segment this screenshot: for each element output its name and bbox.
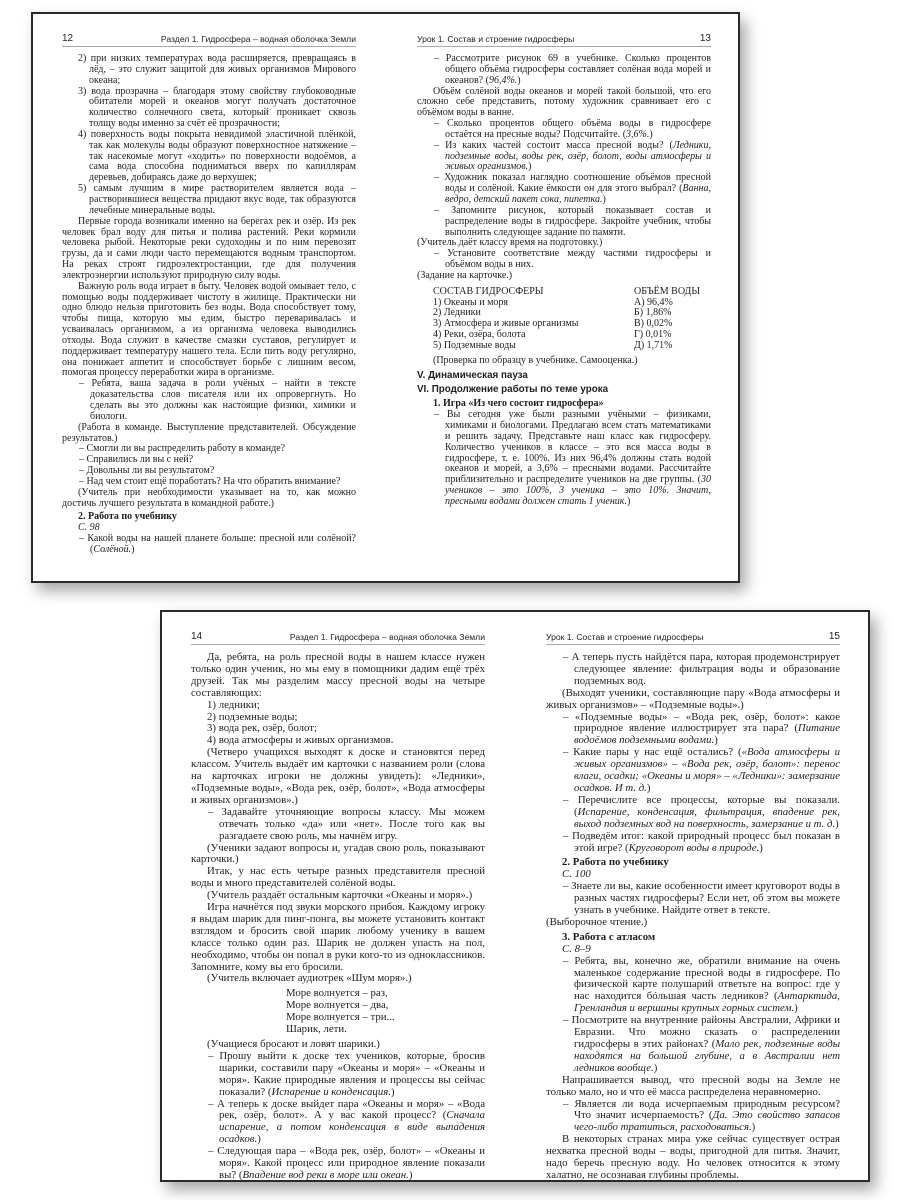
text-run: 4) вода атмосферы и живых организмов. [207,734,394,747]
poem-line: Шарик, лети. [286,1023,347,1036]
text-run: – Довольны ли вы результатом? [79,465,215,477]
text-run: Итак, у нас есть четыре разных представителя пресной воды и много представителей солёной воды. [191,865,485,890]
answer-italic: Испарение и конденсация. [271,1085,391,1098]
answer-italic: 30 учеников – это 100%, 3 ученика – это 10%. Значит, пресными водами должен стать 1 ученик. [445,474,711,507]
dialogue-line [546,956,840,1016]
numbered-item [62,130,356,184]
text-run: (Задание на карточке.) [417,269,513,281]
table-cell: Д) 1,71% [634,339,673,351]
text-run: ) [646,781,651,794]
poem-line: Море волнуется – три... [286,1011,395,1024]
page-number: 15 [828,631,840,642]
section-heading [417,385,711,396]
text-run: – Знаете ли вы, какие особенности имеет круговорот воды в разных частях гидросферы? Если нет, об этом вы можете узнать в учебнике. Найдите ответ в тексте. [563,880,840,917]
text-run: 4) поверхность воды покрыта невидимой эластичной плёнкой, так как молекулы воды образуют поверхностное натяжение – так насекомые могут «ходить» по поверхности водоёмов, а сама вода способна подниматься вверх по капиллярам деревьев, добираясь даже до верхушек; [78,128,356,184]
paragraph [191,747,485,807]
running-title: Раздел 1. Гидросфера – водная оболочка Земли [160,34,356,44]
text-run: 2) при низких температурах вода расширяется, превращаясь в лёд, – это служит защитой для живых организмов Мирового океана; [78,53,356,86]
dialogue-line [546,1015,840,1075]
page-12 [62,32,356,556]
text-run: ) [649,128,653,140]
text-run: – А теперь к доске выйдет пара «Океаны и моря» – «Вода рек, озёр, болот». А у вас какой процесс? ( [208,1097,485,1122]
text-run: Важную роль вода играет в быту. Человек водой омывает тело, с помощью воды поддерживает чистоту в жилище. Практически ни одно блюдо нельзя приготовить без воды. Вода способствует тому, чтобы пища, которую мы едим, быстро переваривалась и усваивалась организмом, а из организма человека выводились отходы. Вода служит в качестве смазки суставов, регулирует и поддерживает температуру нашего тела. Если пить воду регулярно, она понижает аппетит и способствует борьбе с лишним весом, помогая процессу переработки жира в организме. [62,280,356,379]
paragraph [191,973,485,985]
dialogue-line [417,141,711,174]
text-run: – Ребята, вы, конечно же, обратили внимание на очень маленькое содержание пресной воды в гидросфере. По физической карте полушарий ответьте на вопрос: где у нас находится бóльшая часть ледников? ( [563,954,840,1003]
dialogue-line [546,881,840,917]
text-run: – Ребята, ваша задача в роли учёных – найти в тексте доказательства слов писателя или их опровергнуть. Но сделать вы это должны как настоящие физики, химики и биологи. [79,378,356,422]
paragraph [62,488,356,510]
text-run: С. 8–9 [562,942,591,955]
text-run: (Учитель даёт классу время на подготовку.) [417,237,603,249]
answer-italic: Антарктида, Гренландия и вершины крупных горных систем. [574,990,840,1015]
table-cell: А) 96,4% [634,296,673,308]
text-run: ) [653,1061,658,1074]
dialogue-line [417,54,711,87]
text-run: ) [751,1121,756,1134]
text-run: 3. Работа с атласом [562,930,656,943]
running-header [417,32,711,47]
running-header [62,32,356,47]
text-run: ) [794,1002,798,1015]
text-run: V. Динамическая пауза [417,369,528,381]
text-run: (Учитель включает аудиотрек «Шум моря».) [207,972,412,985]
text-run: 1) ледники; [207,698,260,711]
text-run: – Справились ли вы с ней? [79,454,194,466]
dialogue-line [546,1099,840,1135]
answer-italic: Мало рек, подземные воды находятся на большой глубине, а в Австралии нет ледников вообще. [574,1038,841,1074]
page-body [546,652,840,1182]
page-14 [191,630,485,1182]
table-cell: 2) Ледники [433,307,481,319]
paragraph [62,282,356,380]
text-run: ) [257,1133,261,1146]
paragraph [417,271,711,282]
text-run: С. 98 [78,522,100,534]
dialogue-line [62,534,356,556]
page-13 [417,32,711,508]
text-run: – Задавайте уточняющие вопросы классу. Мы можем отвечать только «да» или «нет». После того как вы разгадаете свою роль, мы начнём игру. [208,805,485,842]
answer-italic: Да. Это свойство запасов чего-либо тратиться, расходоваться. [574,1109,840,1134]
paragraph [62,217,356,282]
text-run: ) [602,193,606,205]
text-run: Первые города возникали именно на берегах рек и озёр. Из рек человек брал воду для питья и полива растений. Реки кормили человека рыбой. Некоторые реки судоходны и по ним перевозят грузы, да и сами люди часто перемещаются водным транспортом. На реках строят гидроэлектростанции, где для получения электроэнергии используют природную силу воды. [62,215,356,281]
answer-italic: Ледники, подземные воды, воды рек, озёр, болот, воды атмосферы и живых организмов. [445,139,711,173]
text-run: – Запомните рисунок, который показывает состав и распределение воды в гидросфере. Закройте учебник, чтобы выполнить следующее задание по памяти. [434,204,711,238]
answer-italic: Впадение вод реки в море или океан. [242,1168,409,1181]
paragraph [191,652,485,700]
paragraph [62,423,356,445]
running-title: Урок 1. Состав и строение гидросферы [546,632,704,642]
dialogue-line [546,831,840,855]
matching-table [433,287,711,352]
text-run: – Посмотрите на внутренние районы Австралии, Африки и Евразии. Что можно сказать о распределении гидросферы в этих районах? ( [563,1014,840,1050]
text-run: 3) вода прозрачна – благодаря этому свойству глубоководные обитатели морей и океанов могут получать достаточное количество солнечного света, который проникает сквозь толщу воды именно за счёт её прозрачности; [78,85,356,130]
table-header [433,287,711,298]
text-run: ) [517,74,521,86]
table-cell: 5) Подземные воды [433,339,516,351]
text-run: 2) подземные воды; [207,710,298,723]
running-header [546,630,840,645]
dialogue-line [191,807,485,843]
subsection-heading [62,512,356,523]
answer-italic: 3,6%. [626,128,650,140]
text-run: – Является ли вода исчерпаемым природным ресурсом? Что значит исчерпаемость? ( [563,1097,840,1122]
text-run: 3) вода рек, озёр, болот; [207,722,317,735]
text-run: ) [759,841,763,854]
dialogue-line [546,712,840,748]
text-run: – Прошу выйти к доске тех учеников, которые, бросив шарики, составили пару «Океаны и моря» – «Океаны и моря». Какие природные явления и процессы вы сейчас показали? ( [208,1049,485,1098]
text-run: – А теперь пусть найдётся пара, которая продемонстрирует следующее явление: фильтрация воды и образование подземных вод. [563,651,840,687]
text-run: – Художник показал наглядно соотношение объёмов пресной воды и солёной. Какие ёмкости он для этого выбрал? ( [434,172,711,195]
text-run: (Четверо учащихся выходят к доске и становятся перед классом. Учитель выдаёт им карточки с названием роли (слова на карточках игроки не должны увидеть): «Ледники», «Подземные воды», «Вода рек, озёр, болот», «Вода атмосферы и живых организмов».) [191,746,485,806]
table-row [433,341,711,352]
dialogue-line [191,1099,485,1147]
text-run: – Подведём итог: какой природный процесс был показан в этой игре? ( [563,829,840,854]
paragraph [191,843,485,867]
table-cell: В) 0,02% [634,318,673,330]
table-cell: Г) 0,01% [634,329,672,341]
table-cell: 3) Атмосфера и живые организмы [433,318,579,330]
column-header: ОБЪЁМ ВОДЫ [634,285,701,297]
text-run: ) [390,1085,395,1098]
numbered-item [62,54,356,87]
answer-italic: Ванна, ведро, детский пакет сока, пипетка. [445,183,711,205]
dialogue-line [62,379,356,422]
paragraph [191,866,485,890]
text-run: – Какие пары у нас ещё остались? ( [563,746,742,759]
poem [191,988,485,1036]
text-run: ) [626,495,631,507]
text-run: В некоторых странах мира уже сейчас существует острая нехватка пресной воды – воды, пригодной для питья. Значит, надо беречь пресную воду. Но человек относится к этому халатно, не осознавая глубины проблемы. [546,1133,840,1181]
text-run: – Рассмотрите рисунок 69 в учебнике. Сколько процентов общего объёма гидросферы составляет солёная вода морей и океанов? ( [434,53,711,86]
text-run: ) [528,161,532,173]
answer-italic: Испарение, конденсация, фильтрация, впадение рек, выход подземных вод на поверхность, замерзание и т. д. [574,805,840,830]
section-heading [417,371,711,382]
text-run: С. 100 [562,868,591,881]
answer-italic: Солёной. [93,543,132,555]
running-header [191,630,485,645]
paragraph [546,1075,840,1099]
dialogue-line [546,652,840,688]
paragraph [546,1134,840,1182]
text-run: – Установите соответствие между частями гидросферы и объёмом воды в них. [434,248,711,271]
text-run: (Выборочное чтение.) [546,915,648,928]
running-title: Урок 1. Состав и строение гидросферы [417,34,575,44]
text-run: – Вы сегодня уже были разными учёными – физиками, химиками и биологами. Предлагаю всем стать математиками и решить задачу. Представьте наш класс как гидросферу. Количество учеников в классе – это вся масса воды в гидросфере, т. е. 100%. Из них 96,4% должны стать водой океанов и морей, а 3,6% – пресными водами. Рассчитайте приблизительно и распределите учеников на две группы. ( [434,409,711,486]
answer-italic: Питание водоёмов подземными водами. [574,722,840,747]
text-run: – Над чем стоит ещё поработать? На что обратить внимание? [79,475,341,487]
text-run: ) [714,734,718,747]
answer-italic: Сначала испарение, а потом конденсация в виде выпадения осадков. [219,1109,485,1146]
text-run: (Выходят ученики, составляющие пару «Вода атмосферы и живых организмов» – «Подземные воды».) [546,686,840,711]
text-run: 1. Игра «Из чего состоит гидросфера» [433,398,604,410]
text-run: Игра начнётся под звуки морского прибоя. Каждому игроку я выдам шарик для пинг-понга, вы можете установить контакт взглядом и бросить свой шарик любому ученику в вашем классе только один раз. Шарик не должен упасть на пол, необходимо, чтобы он попал в руки кого-то из одноклассников. Запомните, кому вы его бросили. [191,901,485,973]
text-run: (Учитель при необходимости указывает на то, как можно достичь лучшего результата в командной работе.) [62,486,356,509]
text-run: – Из каких частей состоит масса пресной воды? ( [434,139,673,151]
text-run: (Учащиеся бросают и ловят шарики.) [207,1038,380,1050]
dialogue-line [191,1146,485,1182]
text-run: – Следующая пара – «Вода рек, озёр, болот» – «Океаны и моря». Какой процесс или природное явление показали вы? ( [208,1145,485,1181]
table-cell: 1) Океаны и моря [433,296,509,308]
paragraph [546,688,840,712]
page-number: 13 [699,33,711,44]
text-run: ) [131,543,135,555]
text-run: 2. Работа по учебнику [562,856,669,869]
paragraph [546,917,840,929]
dialogue-line [417,173,711,206]
page-body [417,54,711,508]
text-run: Да, ребята, на роль пресной воды в нашем классе нужен только один ученик, но мы ему в помощники дадим ещё трёх друзей. Так мы разделим массу пресной воды на четыре составляющих: [191,651,485,699]
dialogue-line [546,795,840,831]
dialogue-line [191,1051,485,1099]
dialogue-line [417,119,711,141]
table-cell: Б) 1,86% [634,307,672,319]
dialogue-line [546,747,840,795]
poem-line: Море волнуется – раз, [286,987,388,1000]
text-run: (Работа в команде. Выступление представителей. Обсуждение результатов.) [62,421,356,444]
paragraph [191,902,485,973]
text-run: – Смогли ли вы распределить работу в команде? [79,443,286,455]
numbered-item [62,184,356,217]
text-run: – Перечислите все процессы, которые вы показали. ( [563,793,840,818]
book-spread-pages-14-15 [160,610,870,1182]
text-run: Объём солёной воды океанов и морей такой большой, что его сложно себе представить, потому художник сравнивает его с объёмом воды в ванне. [417,85,711,119]
page-body [62,54,356,556]
text-run: VI. Продолжение работы по теме урока [417,384,609,396]
text-run: 5) самым лучшим в мире растворителем является вода – растворившиеся вещества придают вкус воде, так образуются лечебные минеральные воды. [78,183,356,216]
text-run: (Учитель раздаёт остальным карточки «Океаны и моря».) [207,889,473,902]
text-run: – Какой воды на нашей планете больше: пресной или солёной? ( [79,533,356,555]
poem-line: Море волнуется – два, [286,999,389,1012]
answer-italic: Круговорот воды в природе. [628,841,760,854]
text-run: – «Подземные воды» – «Вода рек, озёр, болот»: какое природное явление иллюстрирует эта пара? ( [563,710,840,735]
text-run: Напрашивается вывод, что пресной воды на Земле не только мало, но и что её масса распределена неравномерно. [546,1073,840,1098]
table-cell: 4) Реки, озёра, болота [433,329,526,341]
paragraph [417,356,711,367]
page-number: 14 [191,631,203,642]
paragraph [417,87,711,120]
book-spread-pages-12-13 [31,12,740,583]
dialogue-line [417,249,711,271]
answer-italic: «Вода атмосферы и живых организмов» – «Вода рек, озёр, болот»: перенос влаги, осадки; «Океаны и моря» – «Ледники»: замерзание осадков. И т. д. [574,746,840,794]
page-15 [546,630,840,1182]
text-run: (Проверка по образцу в учебнике. Самооценка.) [433,354,638,366]
column-header: СОСТАВ ГИДРОСФЕРЫ [433,285,544,297]
answer-italic: 96,4%. [488,74,518,86]
text-run: – Сколько процентов общего объёма воды в гидросфере остаётся на пресные воды? Подсчитайте. ( [434,118,711,140]
text-run: ) [835,817,839,830]
page-number: 12 [62,33,74,44]
page-body [191,652,485,1182]
text-run: (Ученики задают вопросы и, угадав свою роль, показывают карточки.) [191,841,485,866]
dialogue-line [417,410,711,508]
dialogue-line [417,206,711,239]
text-run: 2. Работа по учебнику [78,511,177,523]
numbered-item [62,87,356,130]
running-title: Раздел 1. Гидросфера – водная оболочка Земли [289,632,485,642]
text-run: ) [408,1168,413,1181]
